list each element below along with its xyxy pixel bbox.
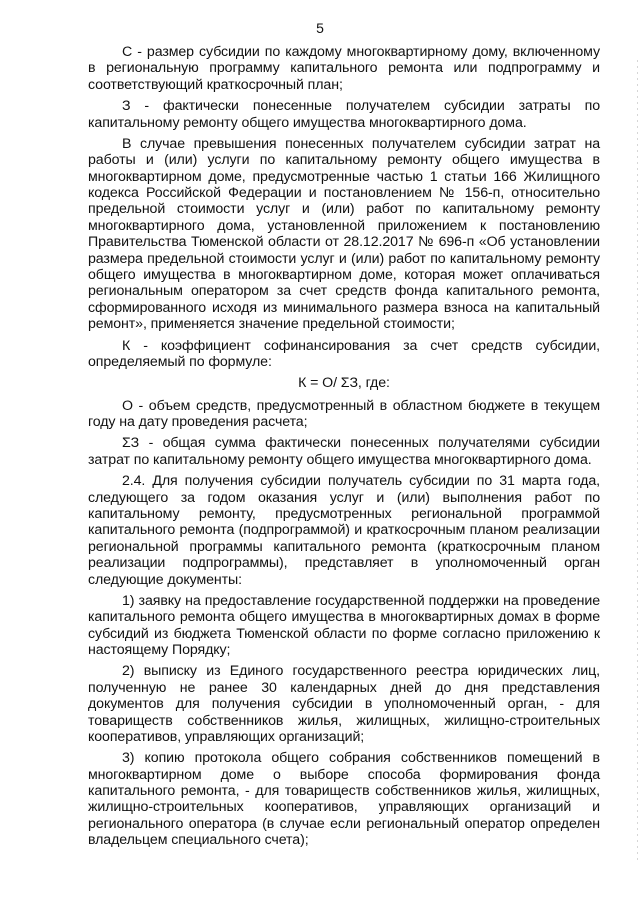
paragraph-cost-excess: В случае превышения понесенных получателем субсидии затрат на работы и (или) услуги по капитальному ремонту общего имущества в многоквартирном доме, предусмотренные частью 1 статьи 166 Жилищного кодекса Российской Федерации и постановлением № 156-п, относительно предельной стоимости услуг и (или) работ по капитальному ремонту многоквартирного дома, установленной приложением к постановлению Правительства Тюменской области от 28.12.2017 № 696-п «Об установлении размера предельной стоимости услуг и (или) работ по капитальному ремонту общего имущества в многоквартирном доме, которая может оплачиваться региональным оператором за счет средств фонда капитального ремонта, сформированного исходя из минимального размера взноса на капитальный ремонт», применяется значение предельной стоимости;	[88, 135, 600, 333]
paragraph-subsidy-size: С - размер субсидии по каждому многоквартирному дому, включенному в региональную программу капитального ремонта или подпрограмму и соответствующий краткосрочный план;	[88, 44, 600, 93]
list-item-2: 2) выписку из Единого государственного реестра юридических лиц, полученную не ранее 30 календарных дней до дня представления документов для получения субсидии в уполномоченный орган, - для товариществ собственников жилья, жилищных, жилищно-строительных кооперативов, управляющих организаций;	[88, 663, 600, 745]
paragraph-budget-volume: О - объем средств, предусмотренный в областном бюджете в текущем году на дату проведения расчета;	[88, 397, 600, 431]
paragraph-section-2-4: 2.4. Для получения субсидии получатель субсидии по 31 марта года, следующего за годом оказания услуг и (или) выполнения работ по капитальному ремонту, предусмотренных региональной программой капитального ремонта (подпрограммой) и краткосрочным планом реализации региональной программы капитального ремонта (краткосрочным планом реализации подпрограммы), представляет в уполномоченный орган следующие документы:	[88, 473, 600, 588]
paragraph-coefficient: К - коэффициент софинансирования за счет средств субсидии, определяемый по формуле:	[88, 337, 600, 370]
formula: К = О/ ΣЗ, где:	[298, 375, 390, 392]
paragraph-total-costs: ΣЗ - общая сумма фактически понесенных получателями субсидии затрат по капитальному ремонту общего имущества многоквартирного дома.	[88, 435, 600, 468]
list-item-3: 3) копию протокола общего собрания собственников помещений в многоквартирном доме о выборе способа формирования фонда капитального ремонта, - для товариществ собственников жилья, жилищных, жилищно-строительных кооперативов, управляющих организаций и регионального оператора (в случае если региональный оператор определен владельцем специального счета);	[88, 750, 600, 849]
list-item-1: 1) заявку на предоставление государственной поддержки на проведение капитального ремонта общего имущества в многоквартирных домах в форме субсидий из бюджета Тюменской области по форме согласно приложению к настоящему Порядку;	[88, 592, 600, 659]
document-body	[88, 44, 600, 854]
scan-edge-mark	[637, 60, 638, 860]
page-number: 5	[316, 20, 324, 36]
paragraph-costs: З - фактически понесенные получателем субсидии затраты по капитальному ремонту общего имущества многоквартирного дома.	[88, 98, 600, 131]
